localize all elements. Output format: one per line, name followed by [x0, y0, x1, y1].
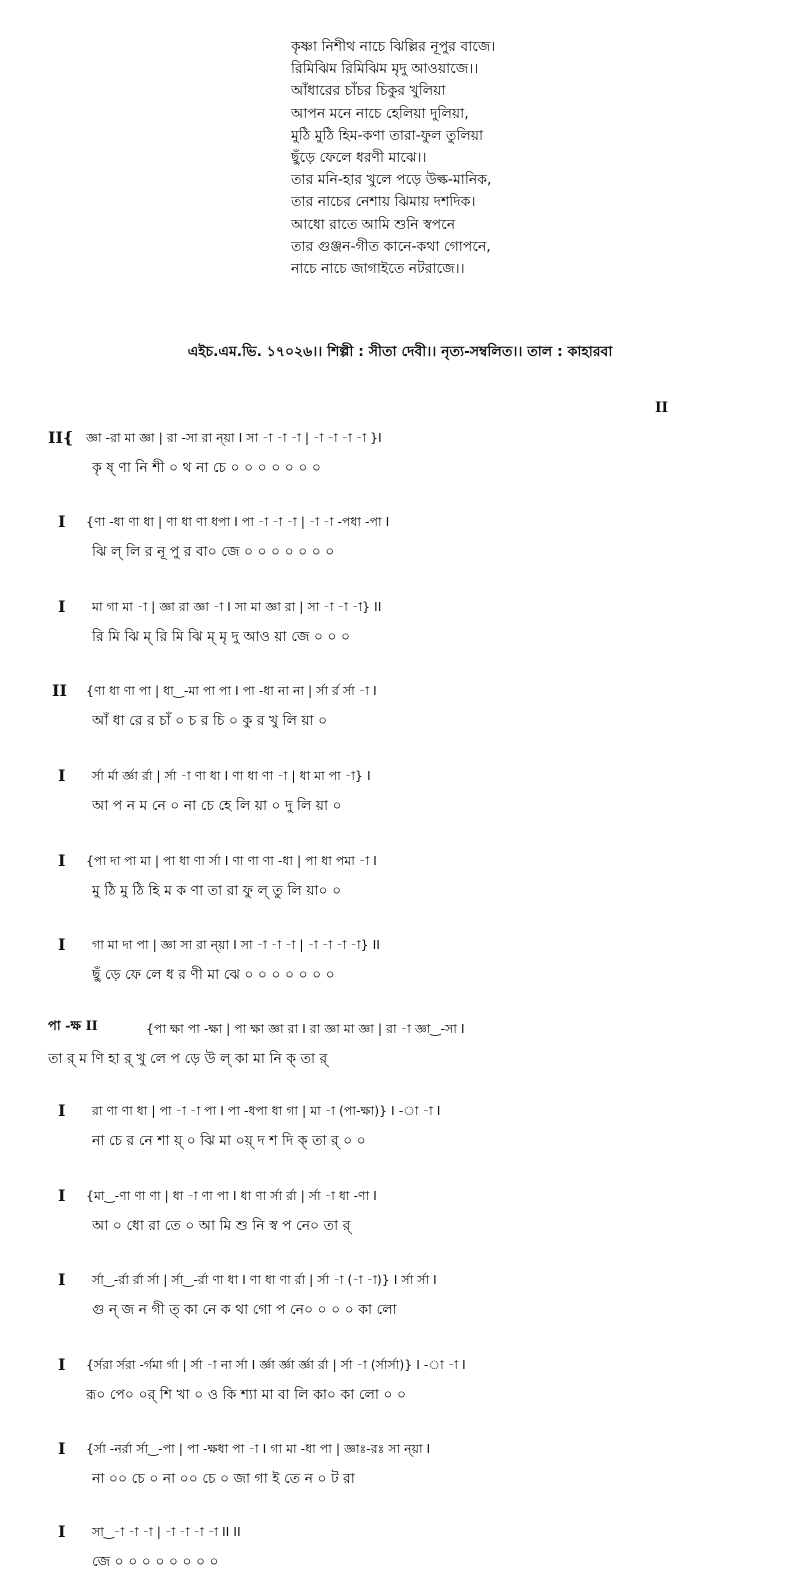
notation-line: রা ণা ণা ধা | পা -া -া পা I পা -ধপা ধা গা | মা -া (পা-ক্ষা)} I -া -া I: [92, 1103, 441, 1118]
row-barline: I: [58, 935, 66, 954]
lyric-line: জে ০ ০ ০ ০ ০ ০ ০ ০: [92, 1554, 219, 1570]
record-meta: এইচ.এম.ভি. ১৭০২৬।। শিল্পী : সীতা দেবী।। নৃত্য-সম্বলিত।। তাল : কাহারবা: [187, 344, 613, 360]
lyric-line: গু ন্ জ ন গী ত্ কা নে ক থা গো প নে০ ০ ০ ০ কা লো: [92, 1302, 397, 1318]
lyric-line: আ ০ ধো রা তে ০ আ মি শু নি স্ব প নে০ তা র্: [92, 1218, 351, 1234]
row-barline: I: [58, 851, 66, 870]
row-barline: I: [58, 1355, 66, 1374]
poem-line: কৃষ্ণা নিশীথ নাচে ঝিল্লির নূপুর বাজে।: [291, 39, 496, 55]
row-barline: II{: [48, 428, 74, 447]
row-barline: I: [58, 1522, 66, 1541]
row-barline: I: [58, 597, 66, 616]
poem-line: আধো রাতে আমি শুনি স্বপনে: [291, 216, 456, 233]
row-barline: I: [58, 1270, 66, 1289]
lyric-line: আ প ন ম নে ০ না চে হে লি য়া ০ দু লি য়া ০: [92, 798, 342, 814]
lyric-line: ঝি ল্ লি র নূ পু র বা০ জে ০ ০ ০ ০ ০ ০ ০: [92, 544, 335, 560]
lyric-line: আঁ ধা রে র চাঁ ০ চ র চি ০ কু র খু লি য়া ০: [92, 713, 328, 729]
poem-line: মুঠি মুঠি হিম-কণা তারা-ফুল তুলিয়া: [291, 127, 484, 144]
notation-line: {র্সা -নর্রা র্সা‿-পা | পা -ক্ষধা পা -া I গা মা -ধা পা | জ্ঞাঃ-রঃ সা ন্য়া I: [86, 1441, 431, 1456]
lyric-line: তা র্ ম ণি হা র্ খু লে প ড়ে উ ল্ কা মা নি ক্ তা র্: [48, 1051, 328, 1067]
poem-line: আপন মনে নাচে হেলিয়া দুলিয়া,: [291, 105, 469, 122]
poem-line: তার গুঞ্জন-গীত কানে-কথা গোপনে,: [291, 238, 491, 255]
row-barline: I: [58, 1186, 66, 1205]
lyric-line: কৃ ষ্ ণা নি শী ০ থ না চে ০ ০ ০ ০ ০ ০ ০: [92, 460, 321, 476]
lyric-line: রূ০ পে০ ০র্ শি খা ০ ও কি শ্যা মা বা লি কা০ কা লো ০ ০: [86, 1387, 407, 1403]
row-barline: পা -ক্ষ II: [48, 1019, 98, 1034]
notation-line: সা‿-া -া -া | -া -া -া -া II II: [92, 1524, 241, 1539]
notation-line: {ণা -ধা ণা ধা | ণা ধা ণা ধপা I পা -া -া -া | -া -া -পধা -পা I: [86, 514, 390, 529]
notation-line: {ণা ধা ণা পা | ধা‿-মা পা পা I পা -ধা না না | র্সা র্র র্সা -া I: [86, 683, 377, 698]
row-barline: II: [52, 681, 67, 700]
notation-line: মা গা মা -া | জ্ঞা রা জ্ঞা -া I সা মা জ্ঞা রা | সা -া -া -া} II: [92, 599, 382, 614]
notation-line: {পা ক্ষা পা -ক্ষা | পা ক্ষা জ্ঞা রা I রা জ্ঞা মা জ্ঞা | রা -া জ্ঞা‿-সা I: [146, 1021, 465, 1036]
poem-line: রিমিঝিম রিমিঝিম মৃদু আওয়াজে।।: [291, 61, 479, 78]
poem-line: নাচে নাচে জাগাইতে নটরাজে।।: [291, 261, 465, 278]
lyric-line: রি মি ঝি ম্ রি মি ঝি ম্ মৃ দু আও য়া জে ০ ০ ০: [92, 629, 351, 645]
notation-line: {র্সরা র্সরা -র্গমা র্গা | র্সা -া না র্সা I র্জ্ঞা র্জ্ঞা র্জ্ঞা র্রা | র্সা -া (র্সার্সা)} I -া -া I: [86, 1357, 466, 1372]
lyric-line: ছুঁ ড়ে ফে লে ধ র ণী মা ঝে ০ ০ ০ ০ ০ ০ ০: [92, 967, 335, 983]
row-barline: I: [58, 1101, 66, 1120]
row-barline: I: [58, 1439, 66, 1458]
notation-line: গা মা দা পা | জ্ঞা সা রা ন্য়া I সা -া -া -া | -া -া -া -া} II: [92, 937, 380, 952]
poem-line: তার নাচের নেশায় ঝিমায় দশদিক।: [291, 194, 476, 211]
notation-line: {মা‿-ণা ণা ণা | ধা -া ণা পা I ধা ণা র্সা র্রা | র্সা -া ধা -ণা I: [86, 1188, 377, 1203]
notation-line: র্সা‿-র্রা র্রা র্সা | র্সা‿-র্রা ণা ধা I ণা ধা ণা র্রা | র্সা -া (-া -া)} I র্সা র্সা I: [92, 1272, 437, 1287]
poem-line: তার মনি-হার খুলে পড়ে উল্ক-মানিক,: [291, 172, 492, 189]
row-barline: I: [58, 512, 66, 531]
poem-line: ছুঁড়ে ফেলে ধরণী মাঝে।।: [291, 150, 427, 167]
notation-line: {পা দা পা মা | পা ধা ণা র্সা I ণা ণা ণা -ধা | পা ধা পমা -া I: [86, 853, 377, 868]
lyric-line: না চে র নে শা য়্ ০ ঝি মা ০য়্ দ শ দি ক্ তা র্ ০ ০: [92, 1133, 366, 1149]
notation-line: জ্ঞা -রা মা জ্ঞা | রা -সা রা ন্য়া I সা -া -া -া | -া -া -া -া }I: [86, 430, 382, 445]
poem-line: আঁধারের চাঁচর চিকুর খুলিয়া: [291, 83, 446, 100]
notation-line: র্সা র্মা র্জ্ঞা র্রা | র্সা -া ণা ধা I ণা ধা ণা -া | ধা মা পা -া} I: [92, 768, 371, 783]
lyric-line: না ০০ চে ০ না ০০ চে ০ জা গা ই তে ন ০ ট রা: [92, 1471, 355, 1487]
poem-lyrics: [291, 36, 751, 280]
section-mark: II: [655, 400, 669, 416]
lyric-line: মু ঠি মু ঠি হি ম ক ণা তা রা ফু ল্ তু লি য়া০ ০: [92, 883, 342, 899]
row-barline: I: [58, 766, 66, 785]
